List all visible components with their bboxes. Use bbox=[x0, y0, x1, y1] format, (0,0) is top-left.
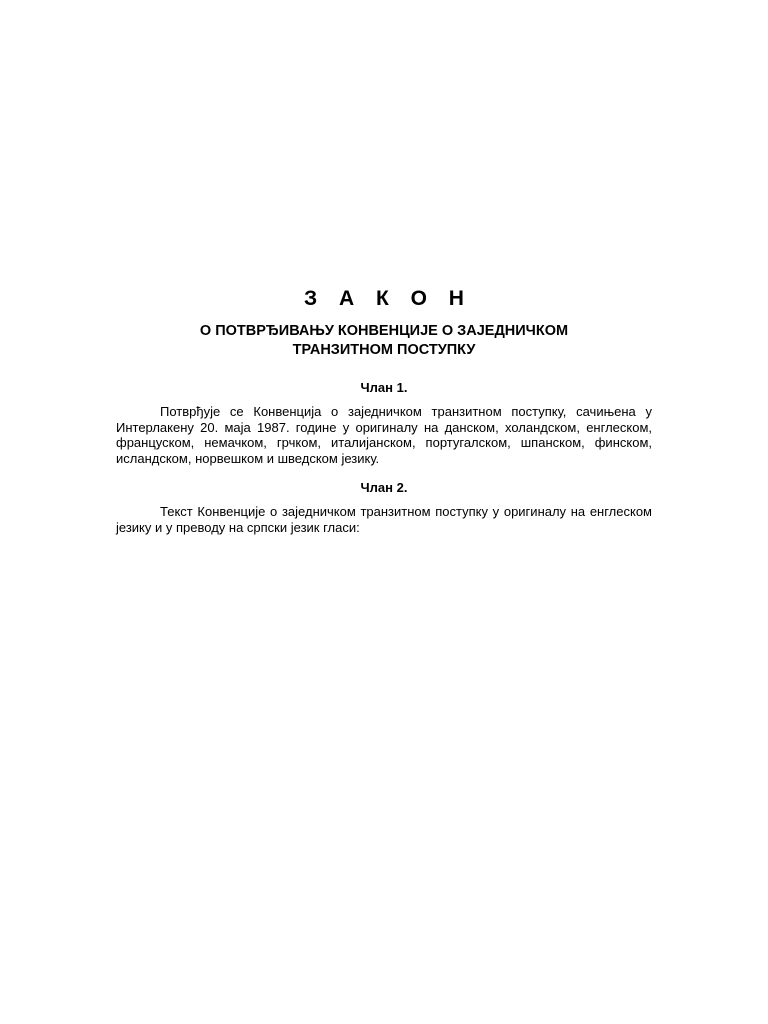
article-1-heading: Члан 1. bbox=[360, 380, 408, 395]
law-title: З А К О Н bbox=[304, 287, 472, 310]
article-1-text: Потврђује се Конвенција о заједничком транзитном поступку, сачињена у Интерлакену 20. маја 1987. године у оригиналу на данском, холандском, енглеском, француском, немачком, грчком, италијанском, португалском, шпанском, финском, исландском, норвешком и шведском језику. bbox=[116, 404, 652, 466]
document-page bbox=[116, 286, 652, 535]
article-2-heading: Члан 2. bbox=[360, 480, 408, 495]
law-subtitle-line-2: ТРАНЗИТНОМ ПОСТУПКУ bbox=[292, 342, 476, 358]
article-2-text: Текст Конвенције о заједничком транзитном поступку у оригиналу на енглеском језику и у преводу на српски језик гласи: bbox=[116, 504, 652, 535]
law-subtitle-line-1: О ПОТВРЂИВАЊУ КОНВЕНЦИЈЕ О ЗАЈЕДНИЧКОМ bbox=[199, 323, 569, 339]
